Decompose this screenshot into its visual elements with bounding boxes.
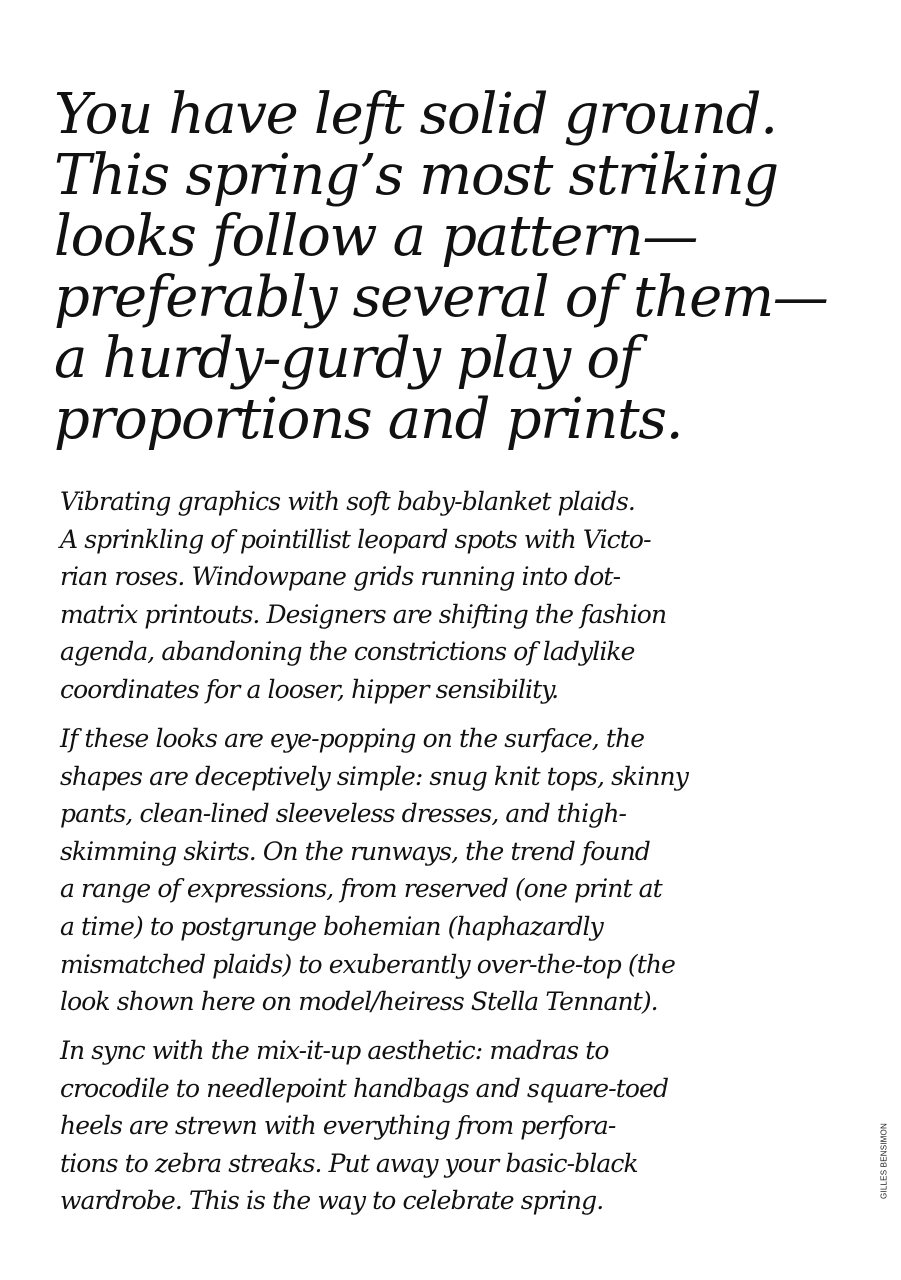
body-line: A sprinkling of pointillist leopard spots with Victo-: [60, 524, 651, 554]
body-paragraph-1: [60, 483, 840, 709]
body-line: agenda, abandoning the constrictions of ladylike: [60, 637, 635, 667]
headline-line: looks follow a pattern—: [54, 204, 698, 269]
body-line: tions to zebra streaks. Put away your basic-black: [60, 1148, 638, 1178]
body-paragraph-2: [60, 720, 840, 1021]
body-line: crocodile to needlepoint handbags and square-toed: [60, 1073, 669, 1103]
body-line: rian roses. Windowpane grids running into dot-: [60, 562, 621, 592]
photo-credit: GILLES BENSIMON: [879, 1123, 889, 1199]
body-line: wardrobe. This is the way to celebrate spring.: [60, 1186, 604, 1216]
body-line: matrix printouts. Designers are shifting the fashion: [60, 599, 667, 629]
body-line: look shown here on model/heiress Stella Tennant).: [60, 987, 658, 1017]
body-line: In sync with the mix-it-up aesthetic: madras to: [60, 1036, 609, 1065]
body-line: heels are strewn with everything from perfora-: [60, 1111, 616, 1141]
body-line: a range of expressions, from reserved (one print at: [60, 874, 662, 904]
body-line: mismatched plaids) to exuberantly over-the-top (the: [60, 949, 675, 979]
body-line: coordinates for a looser, hipper sensibility.: [60, 674, 559, 704]
headline-line: a hurdy-gurdy play of: [54, 326, 639, 391]
headline: [54, 84, 884, 450]
body-line: If these looks are eye-popping on the surface, the: [60, 724, 645, 753]
headline-line: proportions and prints.: [54, 387, 683, 452]
body-paragraph-3: [60, 1032, 840, 1220]
headline-line: preferably several of them—: [54, 265, 828, 330]
body-line: Vibrating graphics with soft baby-blanket plaids.: [60, 487, 635, 516]
body-line: shapes are deceptively simple: snug knit tops, skinny: [60, 761, 688, 791]
body-line: skimming skirts. On the runways, the trend found: [60, 836, 650, 866]
headline-line: You have left solid ground.: [54, 82, 777, 147]
headline-line: This spring’s most striking: [54, 143, 778, 208]
body-line: pants, clean-lined sleeveless dresses, and thigh-: [60, 799, 627, 829]
body-line: a time) to postgrunge bohemian (haphazardly: [60, 911, 603, 941]
